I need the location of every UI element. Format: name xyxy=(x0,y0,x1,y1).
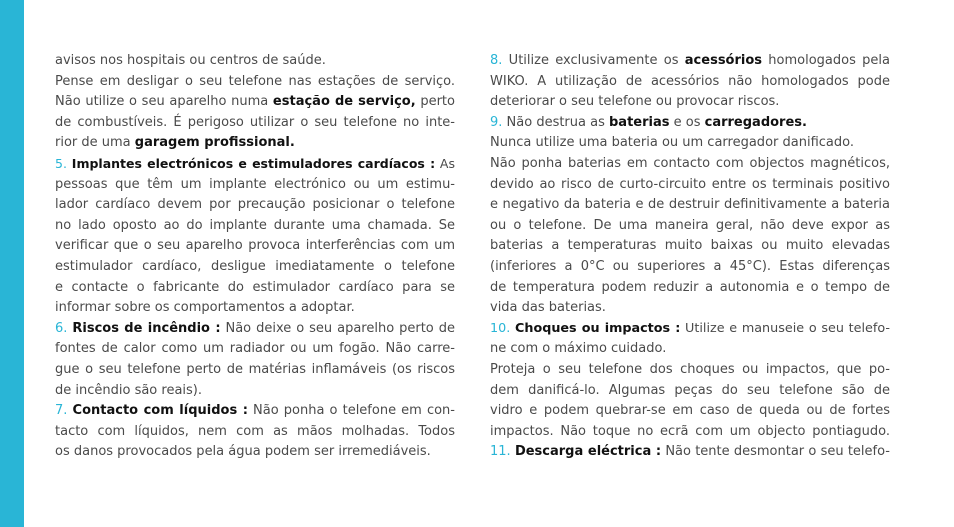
keyword-batteries: baterias xyxy=(609,114,670,130)
section-number: 8. xyxy=(490,53,503,68)
section-title: Implantes electrónicos e estimuladores cardíacos : xyxy=(71,155,436,171)
section-9-heading: 9. Não destrua as baterias e os carregadores. xyxy=(490,114,807,130)
text-line: verificar que o seu aparelho provoca interferências com um xyxy=(55,238,455,254)
text-line: informar sobre os comportamentos a adoptar. xyxy=(55,300,355,316)
right-column xyxy=(490,51,890,463)
section-title: Descarga eléctrica : xyxy=(514,444,662,460)
text-line: de incêndio são reais). xyxy=(55,382,203,398)
text-line: Não ponha baterias em contacto com objectos magnéticos, xyxy=(490,155,890,171)
text-line: os danos provocados pela água podem ser irremediáveis. xyxy=(55,444,431,460)
text-line: estimulador cardíaco, desligue imediatamente o telefone xyxy=(55,258,455,274)
section-10-heading: 10. Choques ou impactos : Utilize e manuseie o seu telefo- xyxy=(490,320,890,336)
text-line: lador cardíaco devem por precaução posicionar o telefone xyxy=(55,197,455,213)
text-line: rior de uma garagem profissional. xyxy=(55,135,295,151)
keyword-chargers: carregadores. xyxy=(704,114,807,130)
section-title: Riscos de incêndio : xyxy=(72,320,221,336)
text-line: vidro e podem quebrar-se em caso de queda ou de fortes xyxy=(490,403,890,419)
section-number: 10. xyxy=(490,320,511,336)
text-line: avisos nos hospitais ou centros de saúde. xyxy=(55,53,326,68)
text-line: impactos. Não toque no ecrã com um objecto pontiagudo. xyxy=(490,423,890,439)
text-line: WIKO. A utilização de acessórios não homologados pode xyxy=(490,73,890,89)
section-number: 6. xyxy=(55,320,68,336)
text-line: e contacte o fabricante do estimulador cardíaco para se xyxy=(55,279,455,295)
section-11-heading: 11. Descarga eléctrica : Não tente desmontar o seu telefo- xyxy=(490,444,891,460)
section-7-heading: 7. Contacto com líquidos : Não ponha o telefone em con- xyxy=(55,403,455,419)
text-line: de temperatura podem reduzir a autonomia e o tempo de xyxy=(490,279,890,295)
text-line: deteriorar o seu telefone ou provocar riscos. xyxy=(490,94,780,110)
text-line: Não utilize o seu aparelho numa estação de serviço, perto xyxy=(55,94,455,110)
accent-side-bar xyxy=(0,0,24,527)
text-line: Nunca utilize uma bateria ou um carregador danificado. xyxy=(490,135,854,151)
text-line: no lado oposto ao do implante durante uma chamada. Se xyxy=(55,217,455,233)
section-5-heading: 5. Implantes electrónicos e estimuladores cardíacos : As xyxy=(55,155,455,171)
text-line: pessoas que têm um implante electrónico ou um estimu- xyxy=(55,176,455,192)
text-line: de combustíveis. É perigoso utilizar o seu telefone no inte- xyxy=(55,114,455,130)
keyword-garage: garagem profissional. xyxy=(134,135,295,151)
text-line: ne com o máximo cuidado. xyxy=(490,341,667,357)
text-line: vida das baterias. xyxy=(490,300,606,316)
section-number: 5. xyxy=(55,155,67,171)
keyword-service-station: estação de serviço, xyxy=(272,94,416,110)
text-line: ou o telefone. De uma maneira geral, não deve expor as xyxy=(490,217,890,233)
section-8-heading: 8. Utilize exclusivamente os acessórios homologados pela xyxy=(490,53,890,68)
text-line: (inferiores a 0°C ou superiores a 45°C). Estas diferenças xyxy=(490,258,890,274)
section-number: 7. xyxy=(55,403,68,419)
section-title: Contacto com líquidos : xyxy=(72,403,248,419)
text-line: fontes de calor como um radiador ou um fogão. Não carre- xyxy=(55,341,455,357)
text-line: Pense em desligar o seu telefone nas estações de serviço. xyxy=(55,73,455,89)
keyword-accessories: acessórios xyxy=(684,53,763,68)
text-line: gue o seu telefone perto de matérias inflamáveis (os riscos xyxy=(55,361,455,377)
section-number: 11. xyxy=(490,444,511,460)
left-column xyxy=(55,51,455,463)
text-line: dem danificá-lo. Algumas peças do seu telefone são de xyxy=(490,382,890,398)
text-line: baterias a temperaturas muito baixas ou muito elevadas xyxy=(490,238,890,254)
section-title: Choques ou impactos : xyxy=(515,320,681,336)
text-line: Proteja o seu telefone dos choques ou impactos, que po- xyxy=(490,361,890,377)
section-6-heading: 6. Riscos de incêndio : Não deixe o seu aparelho perto de xyxy=(55,320,455,336)
text-line: e negativo da bateria e de destruir definitivamente a bateria xyxy=(490,197,890,213)
text-line: devido ao risco de curto-circuito entre os terminais positivo xyxy=(490,176,890,192)
text-line: tacto com líquidos, nem com as mãos molhadas. Todos xyxy=(55,423,455,439)
section-number: 9. xyxy=(490,114,503,130)
